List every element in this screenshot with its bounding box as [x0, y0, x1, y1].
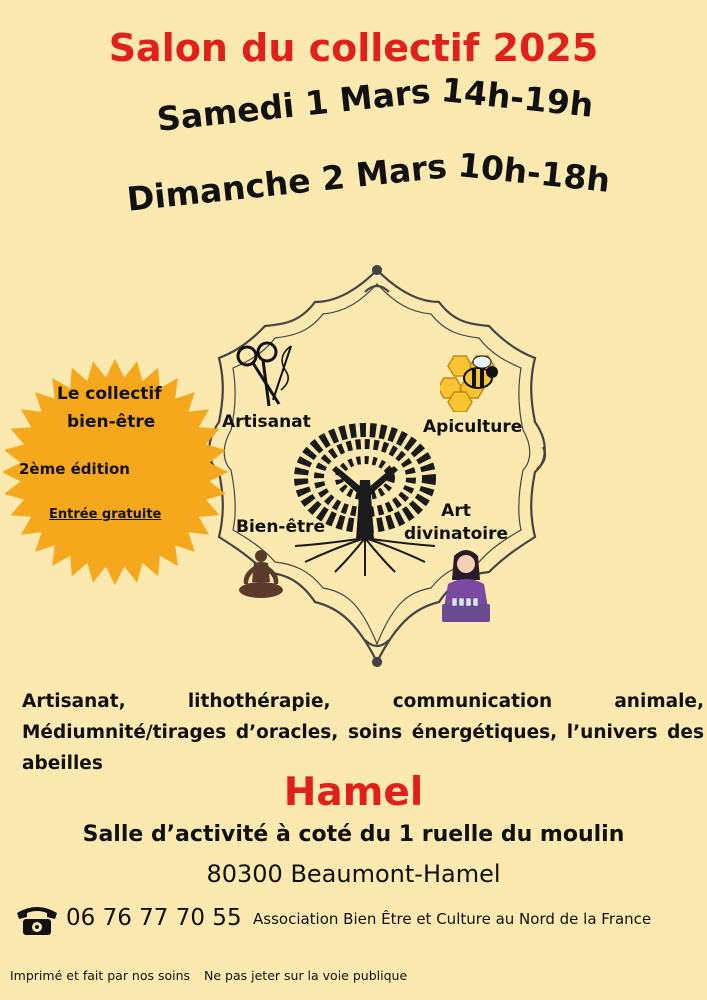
poster-title: Salon du collectif 2025: [108, 26, 599, 70]
phone-number: 06 76 77 70 55: [66, 905, 242, 931]
badge-line-2: bien-être: [67, 412, 156, 432]
date-sunday: [125, 129, 612, 219]
category-bien-etre: Bien-être: [236, 517, 326, 537]
category-art-divinatoire: [404, 500, 508, 546]
date-saturday-day: Samedi 1 Mars: [155, 71, 433, 139]
date-sunday-day: Dimanche 2 Mars: [125, 146, 449, 219]
category-art-line1: Art: [441, 501, 471, 521]
footer-notice: Ne pas jeter sur la voie publique: [204, 968, 408, 983]
postal-address: 80300 Beaumont-Hamel: [206, 860, 501, 888]
footer-printed: Imprimé et fait par nos soins: [10, 968, 191, 983]
scissors-needle-icon: [233, 340, 303, 412]
date-sunday-hours: 10h-18h: [455, 145, 612, 200]
date-saturday-hours: 14h-19h: [439, 70, 596, 125]
association-name: Association Bien Être et Culture au Nord de la France: [253, 910, 652, 928]
telephone-icon: [15, 903, 59, 937]
badge-free-entry: Entrée gratuite: [49, 507, 162, 522]
category-artisanat: Artisanat: [222, 412, 311, 432]
category-apiculture: Apiculture: [423, 417, 523, 437]
badge-line-1: Le collectif: [57, 384, 162, 404]
fortune-teller-icon: [440, 546, 492, 624]
meditation-icon: [236, 548, 286, 602]
bee-honeycomb-icon: [440, 348, 502, 412]
category-art-line2: divinatoire: [404, 524, 509, 544]
activities-list: Artisanat, lithothérapie, communication animale, Médiumnité/tirages d’oracles, soins énergétiques, l’univers des abeilles: [22, 691, 704, 774]
badge-edition: 2ème édition: [19, 460, 130, 478]
city-name: Hamel: [283, 770, 424, 815]
footer: [10, 968, 407, 983]
venue-description: Salle d’activité à coté du 1 ruelle du moulin: [82, 822, 625, 847]
